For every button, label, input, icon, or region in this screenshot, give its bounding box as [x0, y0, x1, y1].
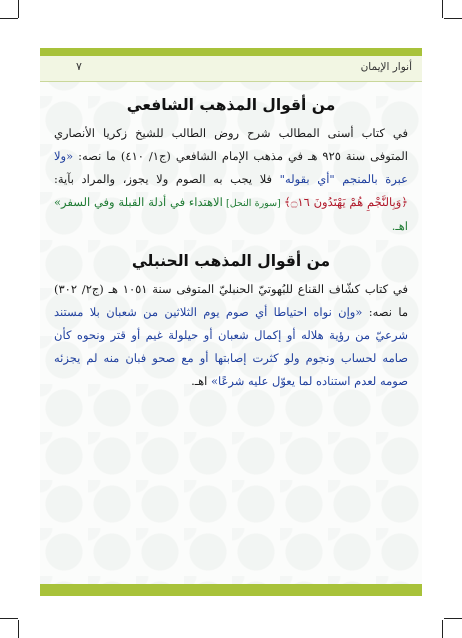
surah-reference: [سورة النحل] — [222, 198, 284, 209]
book-page — [40, 48, 422, 596]
quran-verse: ﴿وَبِالنَّجْمِ هُمْ يَهْتَدُونَ ۝١٦﴾ — [283, 195, 408, 209]
crop-mark — [444, 18, 462, 19]
paragraph-shafii — [54, 122, 408, 238]
crop-mark — [442, 620, 443, 638]
crop-mark — [0, 618, 18, 619]
crop-mark — [18, 620, 19, 638]
paragraph-text: في كتاب أسنى المطالب شرح روض الطالب للشيخ زكريا الأنصاري المتوفى سنة ٩٢٥ هـ في مذهب الإمام الشافعي (ج١/ ٤١٠) ما نصه: — [54, 126, 408, 163]
paragraph-text: فلا يجب به الصوم ولا يجوز، والمراد بآية: — [54, 172, 280, 186]
quote-text: «وإن نواه احتياطا أي صوم يوم الثلاثين من شعبان بلا مستند شرعيّ من رؤية هلاله أو إكمال شعبان أو حيلولة غيم أو قتر ونحوه كأن صامه لحساب ونجوم ولو كثرت إصابتها أو مع صحو فبان منه لم يجزئه صومه لعدم استناده لما يعوّل عليه شرعًا» — [54, 305, 408, 388]
top-color-band — [40, 48, 422, 56]
crop-mark — [444, 618, 462, 619]
running-header-title: أنوار الإيمان — [360, 61, 412, 73]
section-title-shafii: من أقوال المذهب الشافعي — [126, 96, 336, 114]
crop-mark — [0, 18, 18, 19]
crop-mark — [18, 0, 19, 18]
crop-mark — [442, 0, 443, 18]
page-number: ٧ — [76, 60, 82, 73]
paragraph-text: اهـ. — [191, 374, 212, 388]
paragraph-hanbali — [54, 278, 408, 393]
quote-text: الاهتداء في أدلة القبلة وفي السفر» اهـ. — [54, 195, 408, 233]
section-title-hanbali: من أقوال المذهب الحنبلي — [131, 252, 331, 270]
running-header — [40, 56, 422, 82]
quote-text: «ولا عبرة بالمنجم "أي بقوله" — [54, 149, 408, 186]
bottom-color-band — [40, 584, 422, 596]
page-content — [54, 92, 408, 393]
paragraph-text: في كتاب كشّاف القناع للبُهوتيّ الحنبليّ المتوفى سنة ١٠٥١ هـ (ج٢/ ٣٠٢) ما نصه: — [54, 282, 408, 319]
